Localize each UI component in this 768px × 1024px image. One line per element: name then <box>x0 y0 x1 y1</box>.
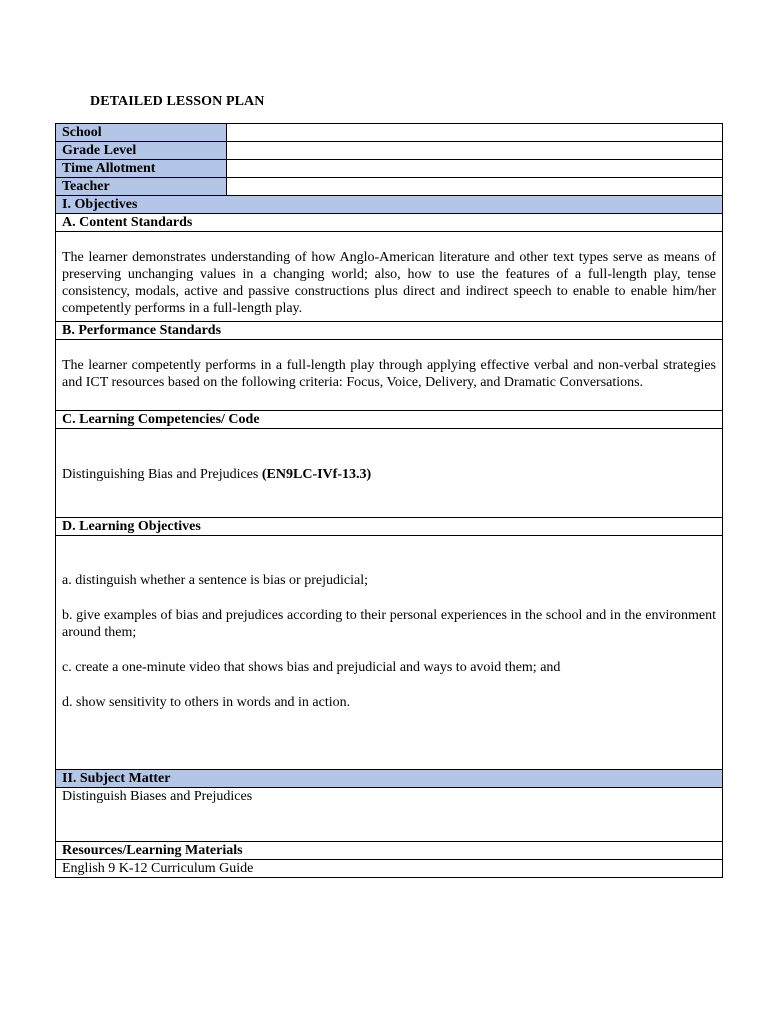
performance-standards-text: The learner competently performs in a full-length play through applying effective verbal and non-verbal strategies and ICT resources based on the following criteria: Focus, Voice, Delivery, and Dramatic Conversations. <box>62 358 716 390</box>
info-row-grade-level <box>56 142 723 160</box>
info-row-time-allotment <box>56 160 723 178</box>
info-value-grade-level <box>227 142 723 160</box>
document-title: DETAILED LESSON PLAN <box>90 94 265 109</box>
info-label-school: School <box>56 124 227 142</box>
subject-matter-heading: II. Subject Matter <box>56 770 723 788</box>
lesson-plan-table <box>55 123 723 878</box>
resources-heading: Resources/Learning Materials <box>56 842 723 860</box>
info-value-teacher <box>227 178 723 196</box>
info-label-teacher: Teacher <box>56 178 227 196</box>
objective-item: d. show sensitivity to others in words and in action. <box>62 695 351 710</box>
resources-text: English 9 K-12 Curriculum Guide <box>56 860 723 878</box>
learning-objectives-heading: D. Learning Objectives <box>56 518 723 536</box>
objective-item: a. distinguish whether a sentence is bias or prejudicial; <box>62 573 368 588</box>
objective-item: c. create a one-minute video that shows bias and prejudicial and ways to avoid them; and <box>62 660 561 675</box>
competency-text: Distinguishing Bias and Prejudices <box>62 467 259 482</box>
content-standards-heading: A. Content Standards <box>56 214 723 232</box>
competencies-cell <box>56 429 723 518</box>
subject-matter-text: Distinguish Biases and Prejudices <box>56 788 723 842</box>
competency-code: (EN9LC-IVf-13.3) <box>261 467 372 482</box>
competencies-heading: C. Learning Competencies/ Code <box>56 411 723 429</box>
learning-objectives-cell <box>56 536 723 770</box>
objectives-heading: I. Objectives <box>56 196 723 214</box>
content-standards-text: The learner demonstrates understanding of how Anglo-American literature and other text types serve as means of preserving unchanging values in a changing world; also, how to use the features of a full-length play, tense consistency, modals, active and passive constructions plus direct and indirect speech to enable to enable him/her competently performs in a full-length play. <box>62 250 716 316</box>
objective-item: b. give examples of bias and prejudices according to their personal experiences in the school and in the environment around them; <box>62 608 716 640</box>
performance-standards-heading: B. Performance Standards <box>56 322 723 340</box>
info-value-school <box>227 124 723 142</box>
info-row-teacher <box>56 178 723 196</box>
info-value-time-allotment <box>227 160 723 178</box>
performance-standards-cell <box>56 340 723 411</box>
info-label-grade-level: Grade Level <box>56 142 227 160</box>
content-standards-cell <box>56 232 723 322</box>
info-row-school <box>56 124 723 142</box>
info-label-time-allotment: Time Allotment <box>56 160 227 178</box>
